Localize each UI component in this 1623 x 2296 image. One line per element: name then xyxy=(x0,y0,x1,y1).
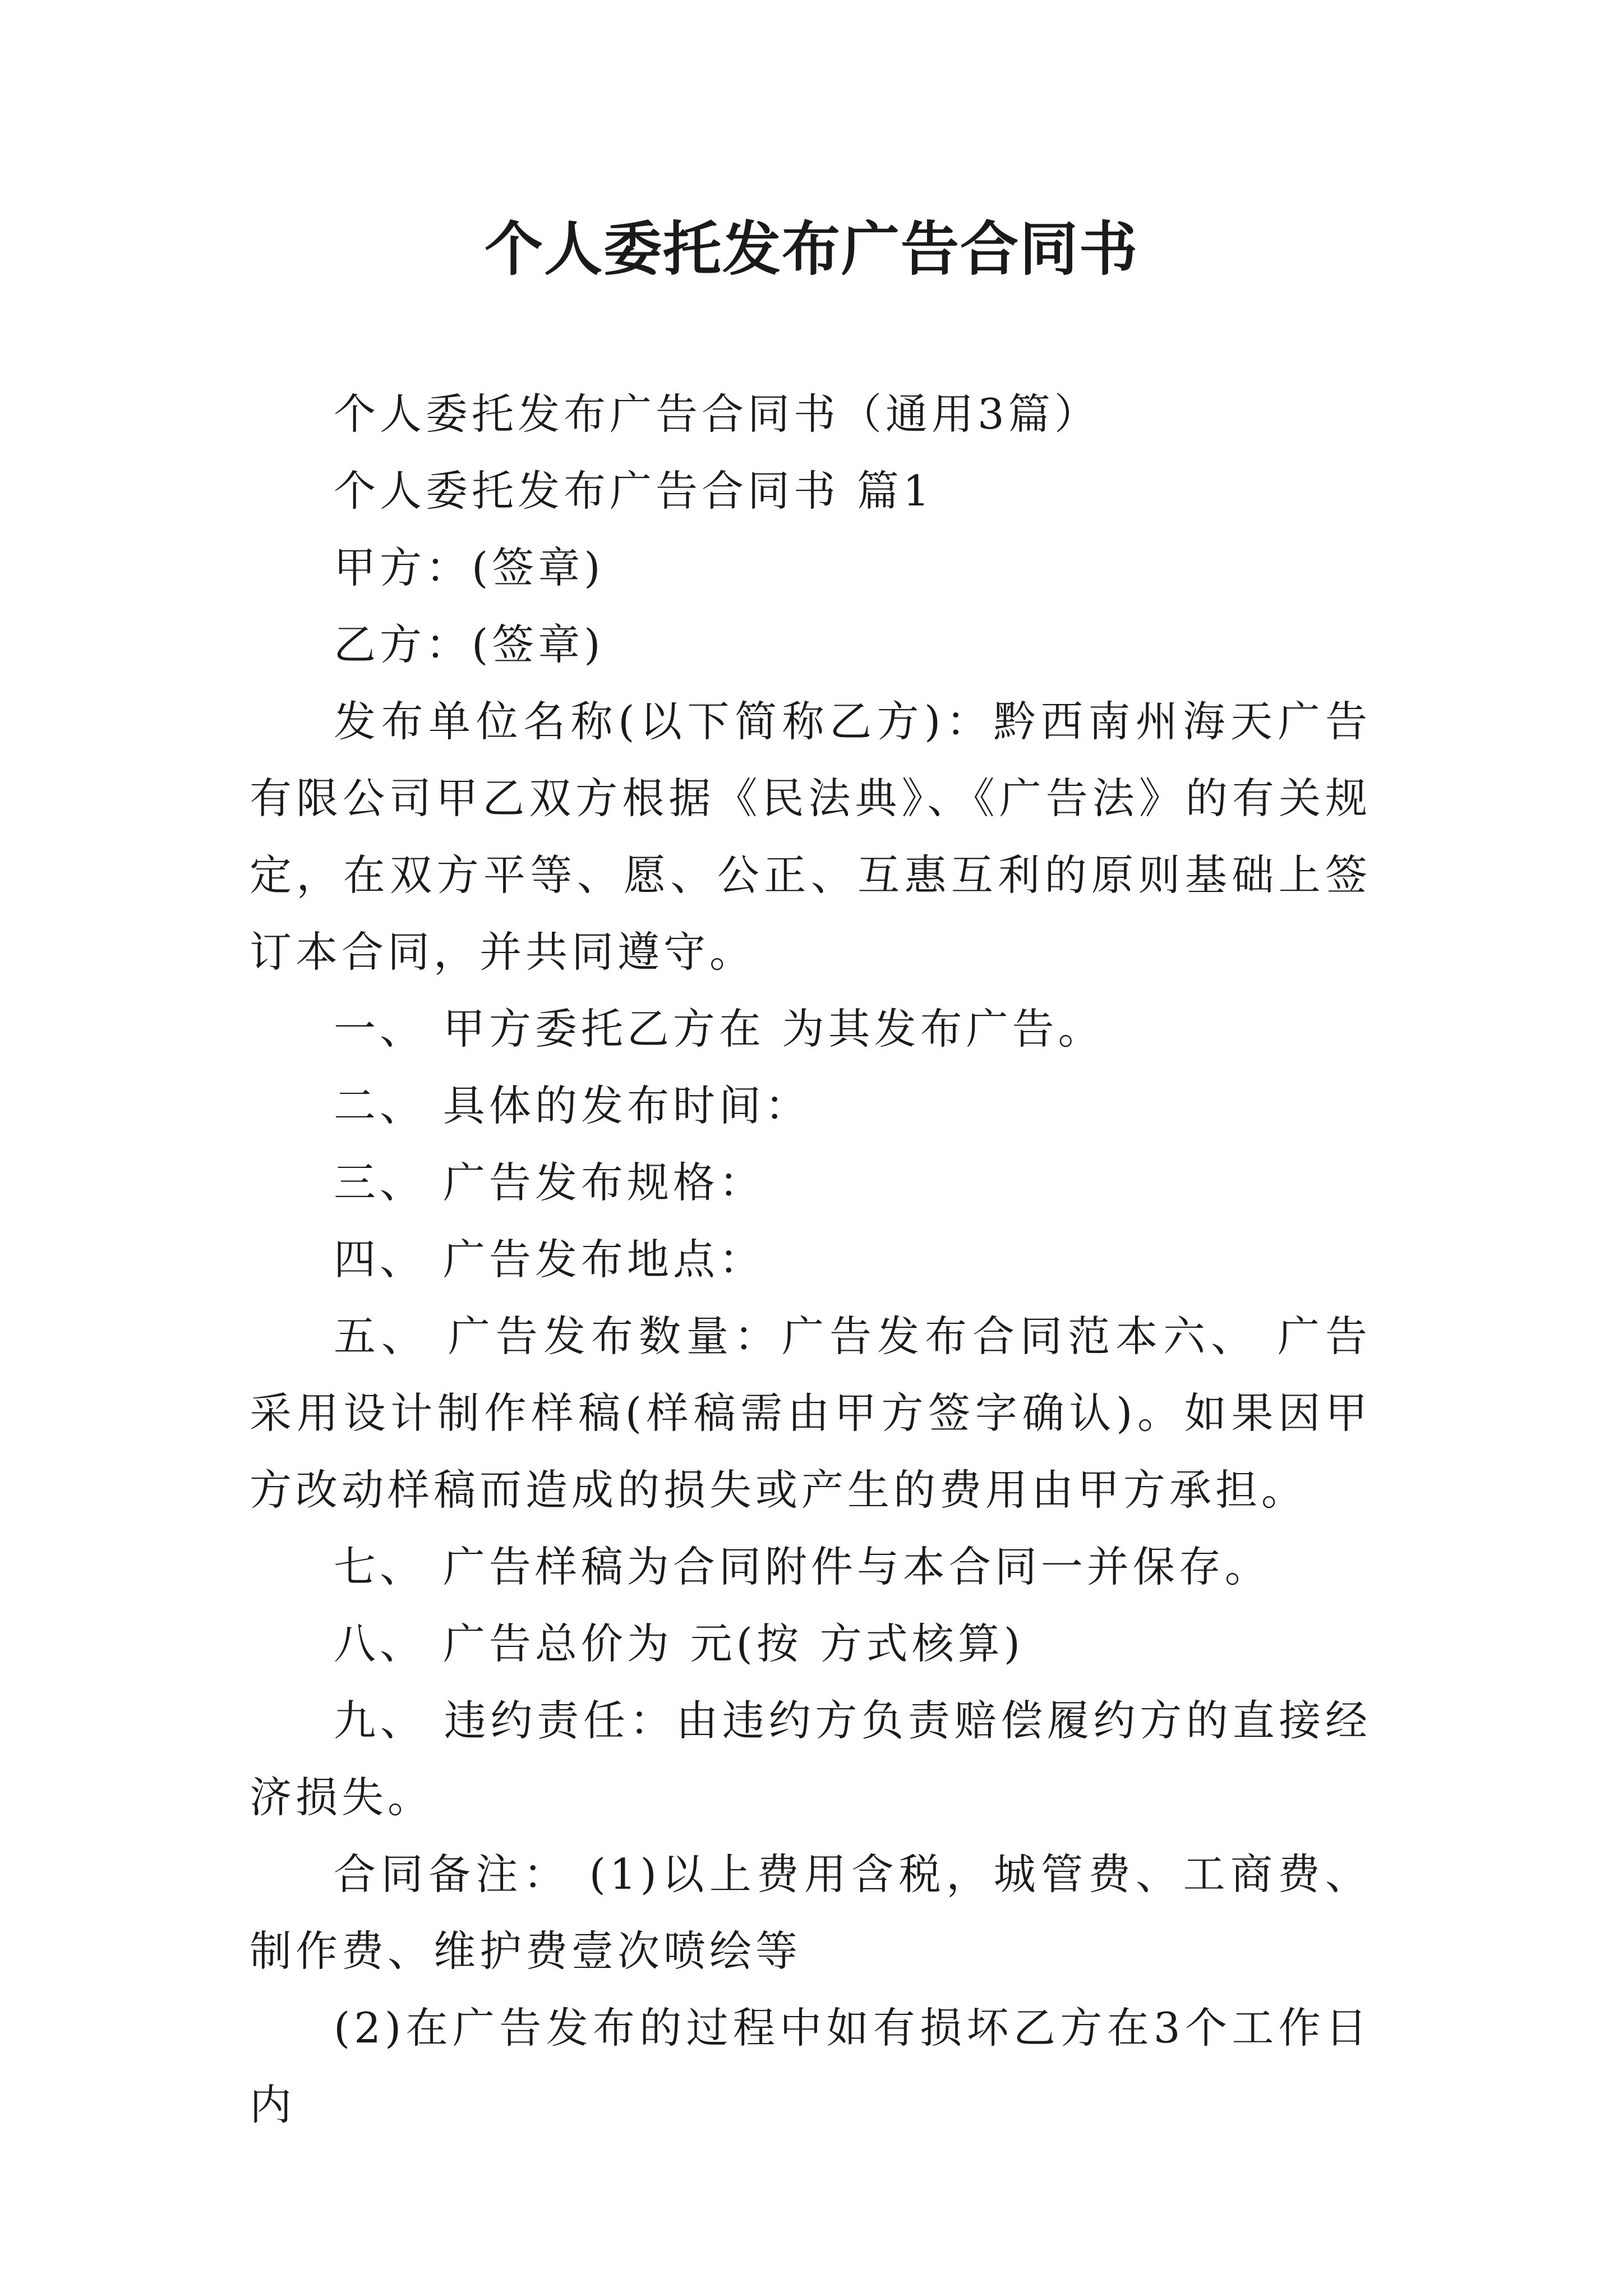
paragraph-section-heading: 个人委托发布广告合同书 篇1 xyxy=(334,466,934,516)
paragraph-clause-1: 一、 甲方委托乙方在 为其发布广告。 xyxy=(334,1004,1104,1053)
document-body xyxy=(250,376,1371,2143)
paragraph-note-2: (2)在广告发布的过程中如有损坏乙方在3个工作日内 xyxy=(250,2003,1371,2129)
paragraph-publisher: 发布单位名称(以下简称乙方)：黔西南州海天广告有限公司甲乙双方根据《民法典》、《广告法》的有关规定，在双方平等、愿、公正、互惠互利的原则基础上签订本合同，并共同遵守。 xyxy=(250,697,1371,977)
paragraph-party-b: 乙方：(签章) xyxy=(334,620,605,669)
paragraph-subtitle: 个人委托发布广告合同书（通用3篇） xyxy=(334,389,1100,439)
paragraph-clause-2: 二、 具体的发布时间： xyxy=(334,1081,811,1130)
paragraph-clause-3: 三、 广告发布规格： xyxy=(334,1158,765,1207)
paragraph-clause-5-6: 五、 广告发布数量：广告发布合同范本六、 广告采用设计制作样稿(样稿需由甲方签字确认)。如果因甲方改动样稿而造成的损失或产生的费用由甲方承担。 xyxy=(250,1312,1371,1515)
document-title: 个人委托发布广告合同书 xyxy=(484,214,1138,283)
paragraph-clause-9: 九、 违约责任：由违约方负责赔偿履约方的直接经济损失。 xyxy=(250,1696,1371,1822)
paragraph-clause-8: 八、 广告总价为 元(按 方式核算) xyxy=(334,1619,1025,1668)
paragraph-notes: 合同备注： (1)以上费用含税，城管费、工商费、制作费、维护费壹次喷绘等 xyxy=(250,1849,1371,1976)
paragraph-clause-4: 四、 广告发布地点： xyxy=(334,1235,765,1284)
paragraph-party-a: 甲方：(签章) xyxy=(334,543,605,592)
paragraph-clause-7: 七、 广告样稿为合同附件与本合同一并保存。 xyxy=(334,1542,1271,1591)
